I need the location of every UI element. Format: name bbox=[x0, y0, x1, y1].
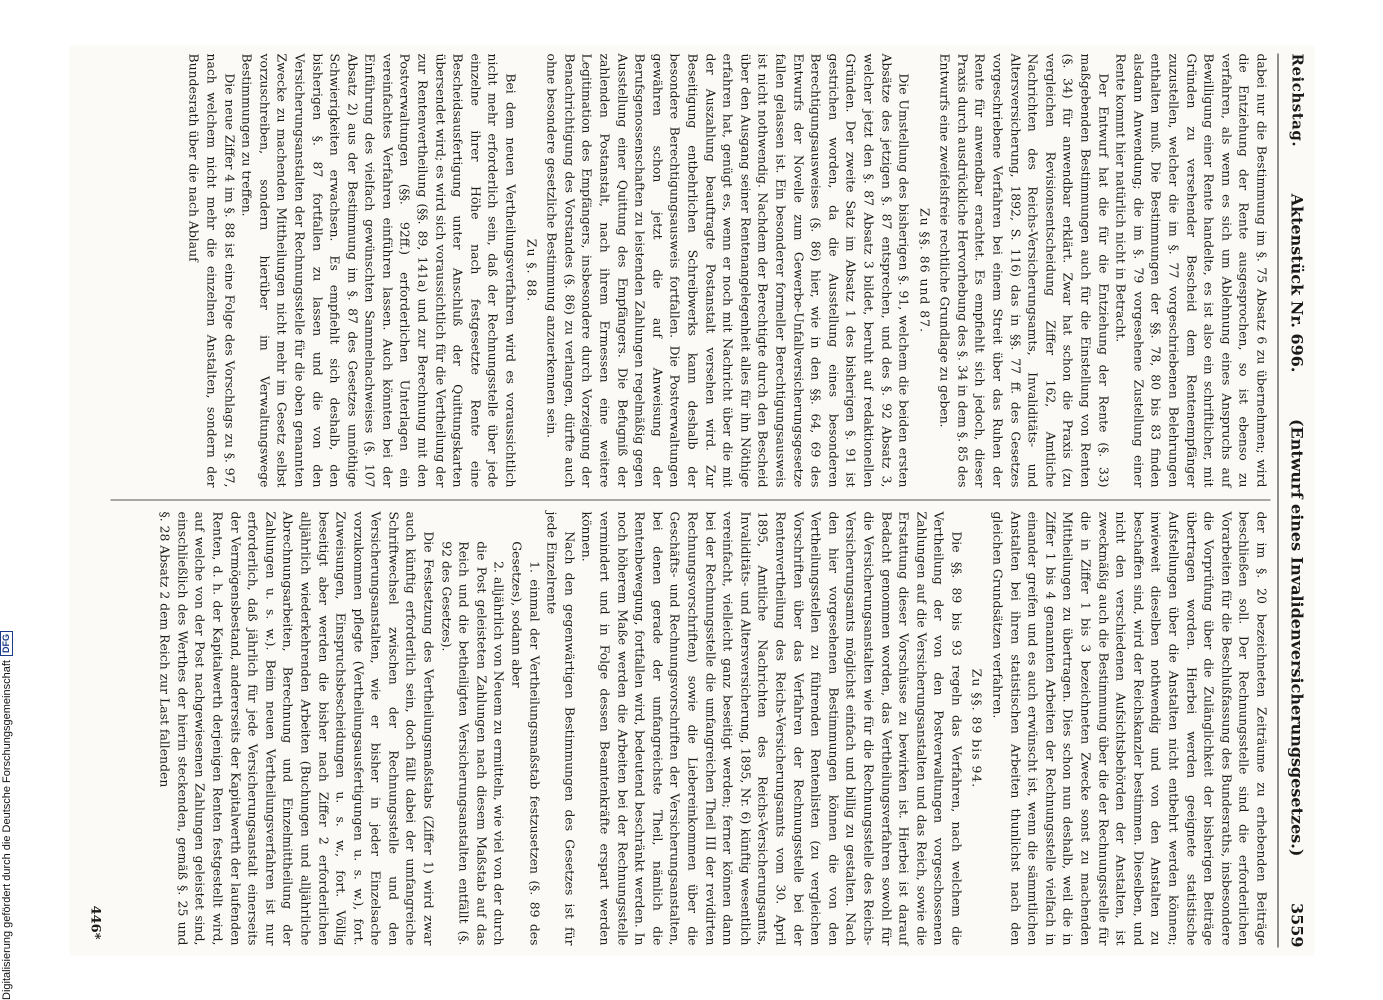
paragraph: Bei dem neuen Vertheilungsverfahren wird es voraussichtlich nicht mehr erforderlich sein, daß der Rechnungsstelle über jede einzelne ihrer Höhe nach festgesetzte Rente eine Bescheidsausfertigung unter Anschluß der Quittungskarten übersendet wird; es wird sich voraussichtlich für die Vertheilung der zur Rentenvertheilung (§§. 89, 141a) und zur Berechnung mit den Postverwaltungen (§§. 92ff.) erforderlichen Unterlagen ein vereinfachtes Verfahren einführen lassen. Auch könnten bei der Einführung des vielfach gewünschten Sammelnachweises (§. 107 Absatz 2) aus der Bestimmung im §. 87 des Gesetzes unnöthige Schwierigkeiten erwachsen. Es empfiehlt sich deshalb, den bisherigen §. 87 fortfallen zu lassen und die von den Versicherungsanstalten der Rechnungsstelle für die oben genannten Zwecke zu machenden Mittheilungen nicht mehr im Gesetz selbst vorzuschreiben, sondern hierüber im Verwaltungswege Bestimmungen zu treffen. bbox=[239, 53, 519, 488]
section-heading: Zu §§. 89 bis 94. bbox=[969, 668, 985, 789]
list-item: 2. alljährlich von Neuem zu ermitteln, wie viel von der durch die Post geleisteten Zahlungen nach diesem Maßstab auf das Reich und die betheiligten Versicherungsanstalten entfällt (§. 92 des Gesetzes). bbox=[438, 541, 507, 946]
page-header bbox=[1280, 54, 1314, 948]
paragraph: Die Festsetzung des Vertheilungsmaßstabs (Ziffer 1) wird zwar auch künftig erforderlich sein, doch fällt dabei der umfangreiche Schriftwechsel zwischen der Rechnungsstelle und den Versicherungsanstalten, wie er bisher in jeder Einzelsache vorzukommen pflegte (Vertheilungsausfertigungen u. s. w.), fort. Zuweisungen, Einspruchsbescheidungen u. s. w., fort. Völlig beseitigt aber werden die bisher nach Ziffer 2 erforderlichen alljährlich wiederkehrenden Arbeiten (Buchungen und alljährliche Abrechnungsarbeiten, Berechnung und Einzelmittheilung der Zahlungen u. s. w.). Beim neuen Vertheilungsverfahren ist nur erforderlich, daß jährlich für jede Versicherungsanstalt einerseits der Vermögensbestand, andererseits der Kapitalwerth der laufenden Renten, d. h. der Kapitalwerth derjenigen Renten festgestellt wird, auf welche von der Post nachgewiesenen Zahlungen geleistet sind, einschließlich des Werthes der hierin steckenden, gemäß §. 25 und §. 28 Absatz 2 dem Reich zur Last fallenden bbox=[157, 511, 437, 946]
paragraph: Die neue Ziffer 4 im §. 88 ist eine Folge des Vorschlags zu §. 97, nach welchem nicht mehr die einzelnen Anstalten, sondern der Bundesrath über die nach Ablauf bbox=[186, 53, 237, 488]
column-divider bbox=[110, 500, 1270, 501]
paragraph: dabei nur die Bestimmung im §. 75 Absatz 6 zu übernehmen; wird die Entziehung der Rente ausgesprochen, so ist ebenso zu verfahren, als wenn es sich um Ablehnung eines Anspruchs auf Bewilligung einer Rente handelte, es ist also ein schriftlicher, mit Gründen zu versehender Bescheid dem Rentenempfänger zuzustellen, welcher die im §. 77 vorgeschriebenen Belehrungen enthalten muß. Die Bestimmungen der §§. 78, 80 bis 83 finden alsdann Anwendung; die im §. 79 vorgesehene Zustellung einer Rente kommt hier natürlich nicht in Betracht. bbox=[1113, 53, 1269, 488]
digitization-notice bbox=[0, 631, 13, 1000]
paragraph: Die Umstellung des bisherigen §. 91, welchem die beiden ersten Absätze des jetzigen §. 87 entsprechen, und des §. 92 Absatz 3, welcher jetzt den §. 87 Absatz 3 bildet, beruht auf redaktionellen Gründen. Der zweite Satz im Absatz 1 des bisherigen §. 91 ist gestrichen worden, da die Ausstellung eines besonderen Berechtigungsausweises (§. 86) hier, wie in den §§. 64, 69 des Entwurfs der Novelle zum Gewerbe-Unfallversicherungsgesetze fallen gelassen ist. Ein besonderer formeller Berechtigungsausweis ist nicht nothwendig. Nachdem der Berechtigte durch den Bescheid über den Ausgang seiner Rentenangelegenheit alles für ihn Nöthige erfahren hat, genügt es, wenn er noch mit Nachricht über die mit der Auszahlung beauftragte Postanstalt versehen wird. Zur Beseitigung entbehrlichen Schreibwerks kann deshalb der besondere Berechtigungsausweis fortfallen. Die Postverwaltungen gewähren schon jetzt die auf Anweisung der Berufsgenossenschaften zu leistenden Zahlungen regelmäßig gegen Ausstellung einer Quittung des Empfängers. Die Befugniß der zahlenden Postanstalt, nach ihrem Ermessen eine weitere Legitimation des Empfängers, insbesondere durch Vorzeigung der Benachrichtigung des Vorstandes (§. 86) zu verlangen, dürfte auch ohne besondere gesetzliche Bestimmung anzuerkennen sein. bbox=[544, 53, 912, 488]
section-heading: Zu §. 88. bbox=[523, 238, 539, 303]
left-column bbox=[185, 54, 1270, 488]
document-page bbox=[69, 46, 1314, 956]
header-left: Reichstag. bbox=[1288, 53, 1306, 148]
header-rule bbox=[1277, 54, 1278, 948]
paragraph: der im §. 20 bezeichneten Zeiträume zu erhebenden Beiträge beschließen soll. Der Rechnungsstelle sind die erforderlichen Vorarbeiten für die Beschlußfassung des Bundesraths, insbesondere die Vorprüfung über die Zulänglichkeit der bisherigen Beiträge übertragen worden. Hierbei werden geeignete statistische Aufstellungen über die Anstalten nicht entbehrt werden können; inwieweit dieselben nothwendig und von den Anstalten zu beschaffen sind, wird der Reichskanzler bestimmen. Dieselben, und nicht den verschiedenen Aufsichtsbehörden der Anstalten, ist zweckmäßig auch die Bestimmung über die der Rechnungsstelle für die in Ziffer 1 bis 3 bezeichneten Zwecke sonst zu machenden Mittheilungen zu übertragen. Dies schon nun deshalb, weil die in Ziffer 1 bis 4 genannten Arbeiten der Rechnungsstelle vielfach in einander greifen und es auch erwünscht ist, wenn die sämmtlichen Anstalten bei ihren statistischen Arbeiten thunlichst nach den gleichen Grundsätzen verfahren. bbox=[990, 511, 1269, 946]
sheet-signature: 446* bbox=[87, 905, 102, 940]
header-title: (Entwurf eines Invalidenversicherungsgesetzes.) bbox=[1287, 418, 1307, 857]
digitization-text: Digitalisierung gefördert durch die Deutsche Forschungsgemeinschaft bbox=[0, 660, 13, 1000]
paragraph: Der Entwurf hat die für die Entziehung der Rente (§. 33) maßgebenden Bestimmungen auch für die Einstellung von Renten (§. 34) für anwendbar erklärt. Zwar hat schon die Praxis (zu vergleichen Revisionsentscheidung Ziffer 162, Amtliche Nachrichten des Reichs-Versicherungsamts, Invaliditäts- und Altersversicherung, 1892, S. 116) das in §§. 77 ff. des Gesetzes vorgeschriebene Verfahren bei einem Streit über das Ruhen der Rente für anwendbar erachtet. Es empfiehlt sich jedoch, dieser Praxis durch ausdrückliche Hervorhebung des §. 34 in dem §. 85 des Entwurfs eine zweifelsfreie rechtliche Grundlage zu geben. bbox=[937, 53, 1111, 488]
page-number: 3559 bbox=[1287, 902, 1307, 948]
list-item: 1. einmal der Vertheilungsmaßstab festzusetzen (§. 89 des Gesetzes), sodann aber bbox=[509, 541, 542, 946]
right-column bbox=[156, 512, 1270, 946]
dfg-logo: DFG bbox=[0, 631, 13, 656]
paragraph: Nach den gegenwärtigen Bestimmungen des Gesetzes ist für jede Einzelrente bbox=[544, 511, 577, 946]
header-document-number: Aktenstück Nr. 696. bbox=[1287, 193, 1307, 373]
paragraph: Die §§. 89 bis 93 regeln das Verfahren, nach welchem die Vertheilung der von den Postverwaltungen vorgeschossenen Zahlungen auf die Versicherungsanstalten und das Reich, sowie die Erstattung dieser Vorschüsse zu bewirken ist. Hierbei ist darauf Bedacht genommen worden, das Vertheilungsverfahren sowohl für die Versicherungsanstalten wie für die Rechnungsstelle des Reichs-Versicherungsamts möglichst einfach und billig zu gestalten. Nach den hier vorgesehenen Bestimmungen können die von den Vertheilungsstellen zu führenden Rentenlisten (zu vergleichen Vorschriften über das Verfahren der Rechnungsstelle bei der Rentenvertheilung des Reichs-Versicherungsamts vom 30. April 1895, Amtliche Nachrichten des Reichs-Versicherungsamts, Invaliditäts- und Altersversicherung, 1895, Nr. 6) künftig wesentlich vereinfacht, vielleicht ganz beseitigt werden; ferner können dann bei der Rechnungsstelle die umfangreichen Theil III der revidirten Rechnungsvorschriften) sowie die Liebereinkommen über die Geschäfts- und Rechnungsvorschriften der Versicherungsanstalten, bei denen gerade der umfangreichste Theil, nämlich die Rentenbewegung, fortfallen wird, bedeutend beschränkt werden. In noch höherem Maße werden die Arbeiten bei der Rechnungsstelle vermindert und in Folge dessen Beamtenkräfte erspart werden können. bbox=[579, 511, 964, 946]
section-heading: Zu §§. 86 und 87. bbox=[916, 207, 932, 334]
